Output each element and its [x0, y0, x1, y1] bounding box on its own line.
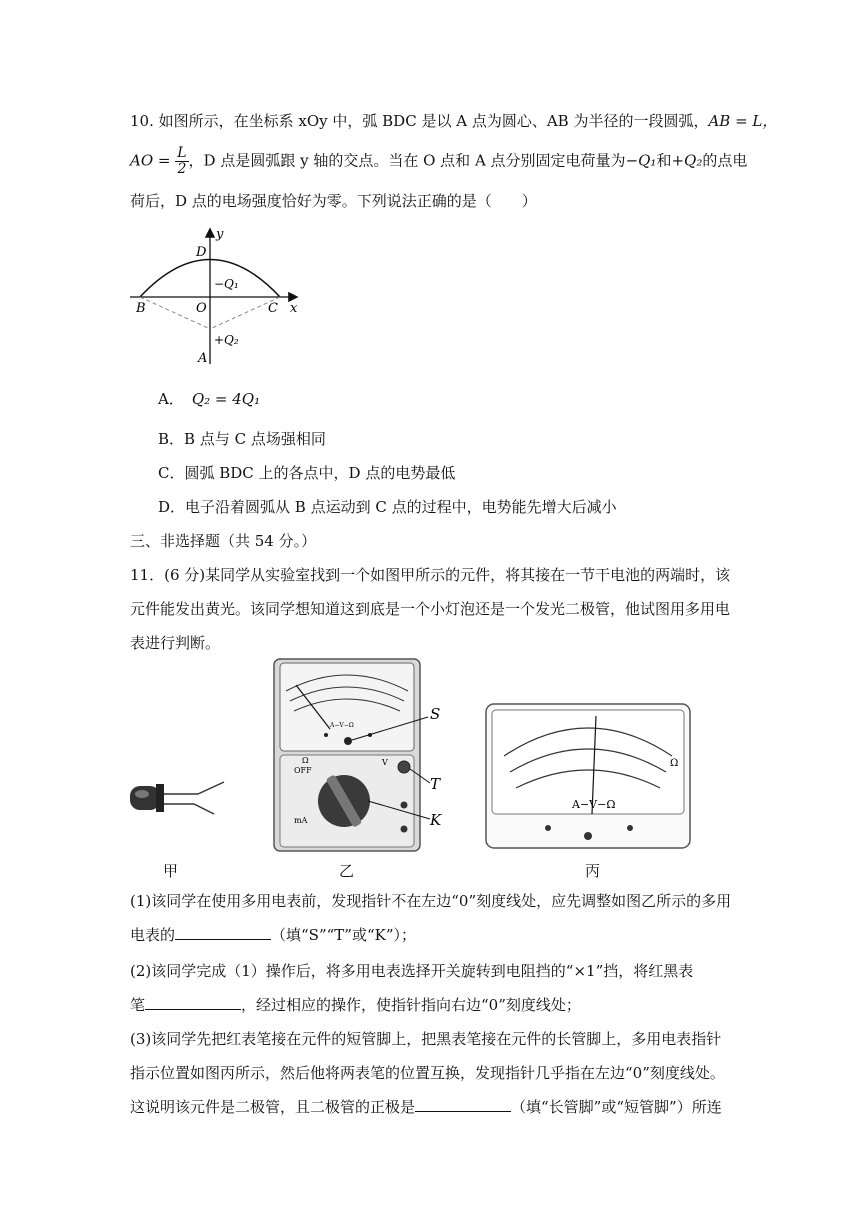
label-o: O	[196, 301, 207, 316]
label-v: V	[382, 758, 388, 767]
q11-part1-line2	[130, 924, 416, 945]
label-d: D	[196, 245, 207, 260]
dial-avo-label: A−V−Ω	[572, 798, 616, 811]
section-heading: 三、非选择题（共 54 分。）	[130, 532, 317, 550]
dial-screw-right	[627, 825, 633, 831]
ohm-adjust-knob-t[interactable]	[398, 761, 410, 773]
q10-coordinate-figure	[128, 224, 308, 366]
charge-q1: −Q₁	[625, 151, 657, 170]
jack-bottom	[401, 826, 408, 833]
q11-part2-line2	[130, 994, 581, 1015]
q11-part3-line3	[130, 1096, 722, 1117]
q10-line2	[130, 146, 747, 177]
meter-reading-figure	[484, 702, 694, 850]
meter-avo-label: A−V−Ω	[330, 722, 354, 729]
q10-line2-end: 的点电	[702, 151, 748, 170]
led-short-lead-bend	[194, 804, 214, 814]
caption-yi: 乙	[339, 862, 355, 880]
label-off: OFF	[294, 766, 312, 775]
p2-text-b: ，经过相应的操作，使指针指向右边“0”刻度线处；	[241, 996, 581, 1014]
led-long-lead-bend	[198, 782, 224, 794]
label-ohm: Ω	[302, 756, 309, 765]
screw-left	[324, 733, 328, 737]
q10-and: 和	[656, 151, 672, 170]
option-c: C．圆弧 BDC 上的各点中，D 点的电势最低	[158, 464, 456, 482]
label-t: T	[430, 775, 441, 793]
q11-line2: 元件能发出黄光。该同学想知道这到底是一个小灯泡还是一个发光二极管，他试图用多用电	[130, 600, 731, 618]
option-a-label: A．	[158, 390, 184, 408]
led-body	[130, 786, 160, 810]
caption-jia: 甲	[163, 862, 179, 880]
q11-line3: 表进行判断。	[130, 634, 221, 652]
q11-part3-line1: (3)该同学先把红表笔接在元件的短管脚上，把黑表笔接在元件的长管脚上，多用电表指针	[130, 1030, 722, 1048]
label-ma: mA	[294, 816, 308, 825]
frac-denominator: 2	[177, 161, 187, 177]
dial-ohm-label: Ω	[670, 758, 679, 769]
option-b: B．B 点与 C 点场强相同	[158, 430, 326, 448]
frac-numerator: L	[177, 145, 187, 161]
label-k: K	[430, 811, 442, 829]
q11-part2-line1: (2)该同学完成（1）操作后，将多用电表选择开关旋转到电阻挡的“×1”挡，将红黑表	[130, 962, 694, 980]
q10-line2-text: ，D 点是圆弧跟 y 轴的交点。当在 O 点和 A 点分别固定电荷量为	[188, 151, 626, 170]
answer-blank-3[interactable]	[415, 1097, 511, 1112]
option-d: D．电子沿着圆弧从 B 点运动到 C 点的过程中，电势能先增大后减小	[158, 498, 617, 516]
multimeter-figure	[272, 655, 462, 855]
label-q2: +Q₂	[214, 333, 239, 347]
label-b: B	[136, 301, 146, 316]
label-y: y	[216, 227, 224, 242]
q11-part1-line1: (1)该同学在使用多用电表前，发现指针不在左边“0”刻度线处，应先调整如图乙所示的多用	[130, 892, 732, 910]
dial-screw-left	[545, 825, 551, 831]
led-rim	[156, 784, 164, 812]
label-s: S	[430, 705, 441, 723]
label-c: C	[268, 301, 278, 316]
dial-zero-screw	[584, 832, 592, 840]
p1-text-a: 电表的	[130, 926, 176, 944]
charge-q2: +Q₂	[671, 151, 703, 170]
q10-fraction	[175, 146, 188, 177]
option-a	[158, 388, 260, 409]
label-x: x	[290, 301, 298, 316]
answer-blank-2[interactable]	[145, 995, 241, 1010]
led-component-figure	[128, 778, 228, 828]
p2-text-a: 笔	[130, 996, 146, 1014]
q11-part3-line2: 指示位置如图丙所示，然后他将两表笔的位置互换，发现指针几乎指在左边“0”刻度线处。	[130, 1064, 725, 1082]
label-a: A	[198, 351, 208, 366]
p3-text-b: （填“长管脚”或“短管脚”）所连	[511, 1098, 722, 1116]
p1-text-b: （填“S”“T”或“K”）；	[271, 926, 417, 944]
answer-blank-1[interactable]	[175, 925, 271, 940]
zero-adjust-screw-s[interactable]	[344, 737, 352, 745]
q10-ab-eq: AB = L，	[708, 112, 778, 130]
q10-line3: 荷后，D 点的电场强度恰好为零。下列说法正确的是（ ）	[130, 192, 537, 210]
q10-line1-text: 10. 如图所示，在坐标系 xOy 中，弧 BDC 是以 A 点为圆心、AB 为半径的一段圆弧，	[130, 112, 709, 130]
q10-ao-eq: AO =	[130, 151, 171, 170]
led-highlight	[135, 790, 149, 798]
jack-top	[401, 802, 408, 809]
label-q1: −Q₁	[214, 277, 239, 291]
caption-bing: 丙	[585, 862, 601, 880]
p3-text-a: 这说明该元件是二极管，且二极管的正极是	[130, 1098, 416, 1116]
option-a-math: Q₂ = 4Q₁	[191, 390, 261, 408]
q10-line1	[130, 110, 777, 131]
q11-line1: 11．(6 分)某同学从实验室找到一个如图甲所示的元件，将其接在一节干电池的两端时，该	[130, 566, 731, 584]
